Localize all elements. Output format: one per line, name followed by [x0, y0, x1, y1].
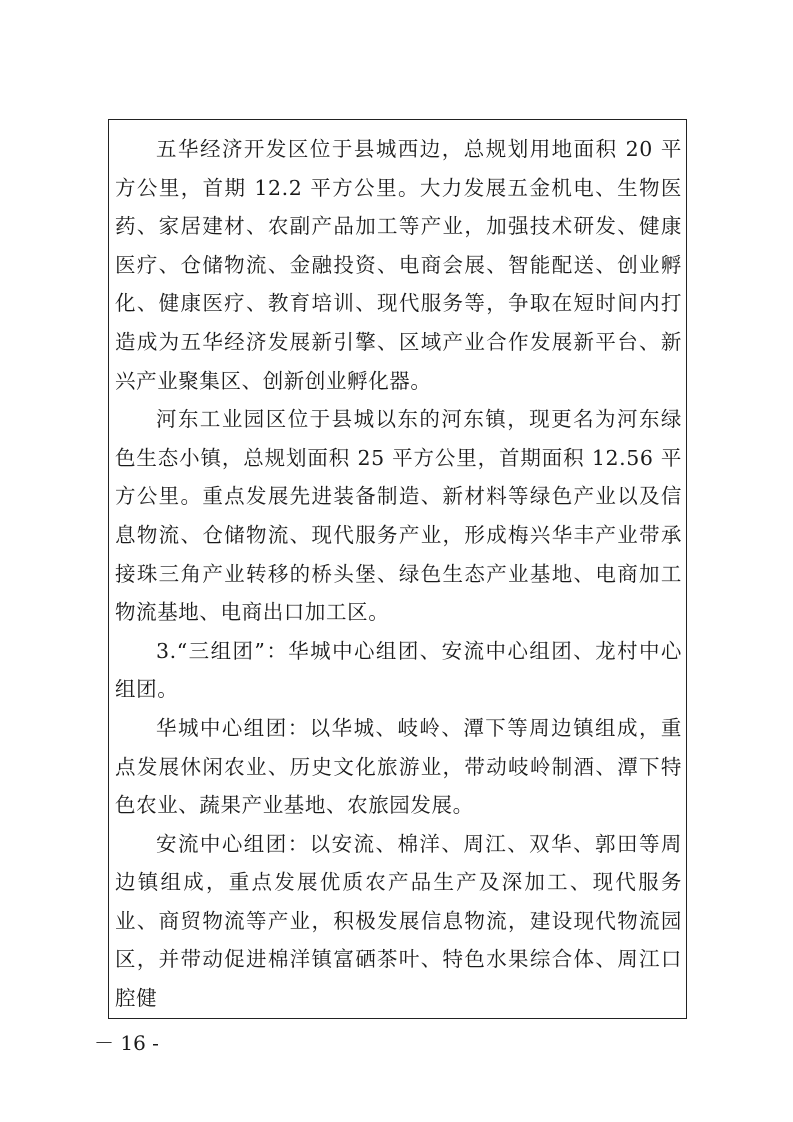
paragraph-hedong-industrial-park: 河东工业园区位于县城以东的河东镇，现更名为河东绿色生态小镇，总规划面积 25 平方公里，首期面积 12.56 平方公里。重点发展先进装备制造、新材料等绿色产业以及信息物流、仓储物流、现代服务产业，形成梅兴华丰产业带承接珠三角产业转移的桥头堡、绿色生态产业基地、电商加工物流基地、电商出口加工区。: [115, 407, 682, 625]
page-number: － 16 -: [94, 1031, 159, 1055]
paragraph-huacheng-group: 华城中心组团：以华城、岐岭、潭下等周边镇组成，重点发展休闲农业、历史文化旅游业，带动岐岭制酒、潭下特色农业、蔬果产业基地、农旅园发展。: [115, 715, 682, 818]
paragraph-wuhua-economic-zone: 五华经济开发区位于县城西边，总规划用地面积 20 平方公里，首期 12.2 平方公里。大力发展五金机电、生物医药、家居建材、农副产品加工等产业，加强技术研发、健康医疗、仓储物流、金融投资、电商会展、智能配送、创业孵化、健康医疗、教育培训、现代服务等，争取在短时间内打造成为五华经济发展新引擎、区域产业合作发展新平台、新兴产业聚集区、创新创业孵化器。: [115, 137, 682, 393]
document-body: [115, 130, 682, 1018]
paragraph-anliu-group: 安流中心组团：以安流、棉洋、周江、双华、郭田等周边镇组成，重点发展优质农产品生产及深加工、现代服务业、商贸物流等产业，积极发展信息物流，建设现代物流园区，并带动促进棉洋镇富硒茶叶、特色水果综合体、周江口腔健: [115, 831, 682, 1011]
paragraph-three-groups-heading: 3.“三组团”：华城中心组团、安流中心组团、龙村中心组团。: [115, 638, 682, 702]
document-frame: [108, 119, 687, 1019]
